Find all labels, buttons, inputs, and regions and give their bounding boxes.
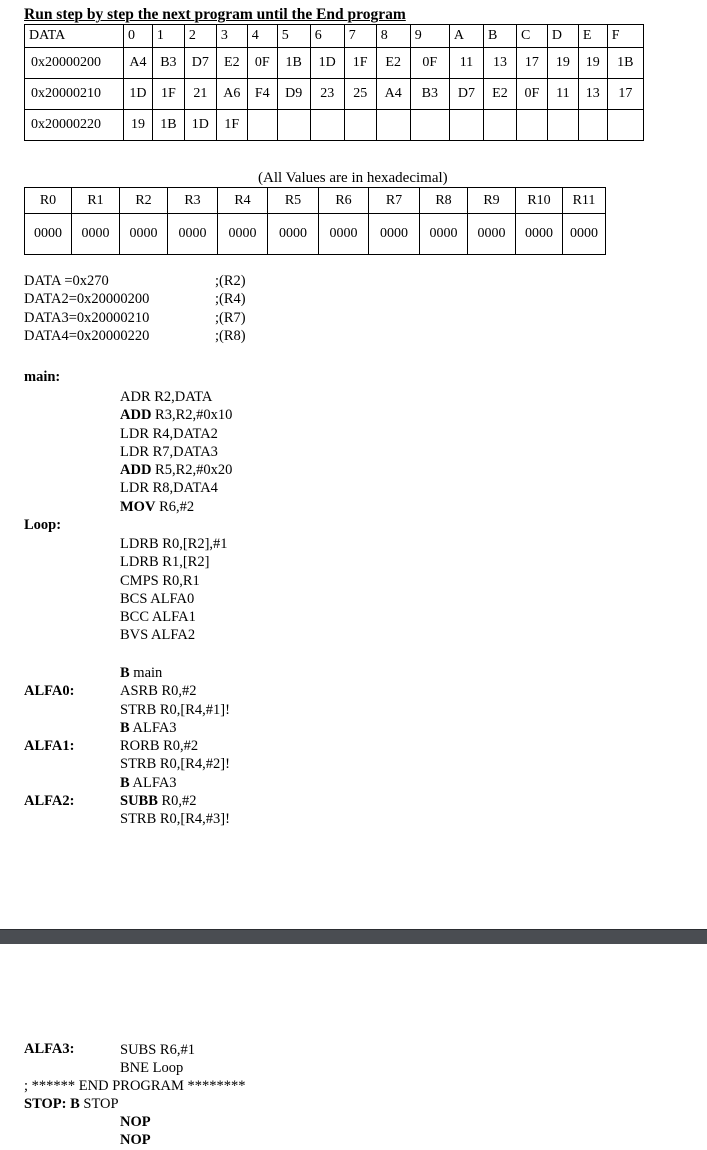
memory-cell: D7 xyxy=(184,48,216,79)
memory-cell: 13 xyxy=(483,48,516,79)
memory-header-cell: 3 xyxy=(216,25,247,48)
label-alfa3: ALFA3: xyxy=(24,1041,75,1057)
memory-cell: A4 xyxy=(124,48,153,79)
register-name: R8 xyxy=(420,188,468,214)
hex-note: (All Values are in hexadecimal) xyxy=(258,170,448,186)
memory-header-row xyxy=(25,25,644,48)
memory-header-cell: B xyxy=(483,25,516,48)
operands: ALFA3 xyxy=(129,774,177,791)
register-value: 0000 xyxy=(516,214,563,255)
operands: LDR R8,DATA4 xyxy=(120,480,218,497)
register-name: R4 xyxy=(218,188,268,214)
memory-cell: 17 xyxy=(607,79,643,110)
code-line xyxy=(120,443,232,461)
operands: STRB R0,[R4,#3]! xyxy=(120,811,230,828)
memory-cell xyxy=(410,110,449,141)
register-value: 0000 xyxy=(420,214,468,255)
memory-cell: 0F xyxy=(247,48,277,79)
operands: BCC ALFA1 xyxy=(120,609,196,626)
memory-cell: 25 xyxy=(344,79,376,110)
label-alfa1: ALFA1: xyxy=(24,738,75,754)
definition-comment: ;(R2) xyxy=(215,273,246,289)
branch-code-block xyxy=(120,664,230,829)
memory-cell: 13 xyxy=(578,79,607,110)
register-name: R1 xyxy=(72,188,120,214)
operands: ALFA3 xyxy=(129,719,177,736)
register-names-row xyxy=(25,188,606,214)
memory-header-cell: DATA xyxy=(25,25,124,48)
operands: RORB R0,#2 xyxy=(120,738,199,755)
memory-cell: 11 xyxy=(547,79,578,110)
operands: LDR R4,DATA2 xyxy=(120,425,218,442)
memory-row xyxy=(25,48,644,79)
code-line xyxy=(120,626,228,644)
memory-cell: 19 xyxy=(578,48,607,79)
memory-cell xyxy=(376,110,410,141)
memory-cell: 23 xyxy=(310,79,344,110)
operands: main xyxy=(129,665,163,681)
code-line xyxy=(120,664,230,682)
memory-header-cell: C xyxy=(516,25,547,48)
memory-cell: B3 xyxy=(410,79,449,110)
operands: CMPS R0,R1 xyxy=(120,572,200,589)
register-value: 0000 xyxy=(218,214,268,255)
code-line xyxy=(120,1059,195,1077)
label-loop: Loop: xyxy=(24,517,62,533)
memory-cell: 1D xyxy=(310,48,344,79)
register-value: 0000 xyxy=(25,214,72,255)
register-name: R6 xyxy=(319,188,369,214)
code-line xyxy=(120,461,232,479)
memory-row xyxy=(25,79,644,110)
register-value: 0000 xyxy=(120,214,168,255)
register-value: 0000 xyxy=(168,214,218,255)
memory-header-cell: A xyxy=(449,25,483,48)
code-line xyxy=(120,608,228,626)
operands: STRB R0,[R4,#2]! xyxy=(120,756,230,773)
opcode: ADD xyxy=(120,407,152,424)
register-value: 0000 xyxy=(268,214,319,255)
memory-header-cell: 6 xyxy=(310,25,344,48)
code-line xyxy=(120,792,230,810)
definition-comment: ;(R7) xyxy=(215,309,246,326)
operands: BCS ALFA0 xyxy=(120,590,195,607)
memory-header-cell: 5 xyxy=(277,25,310,48)
operands: R5,R2,#0x20 xyxy=(151,462,233,479)
memory-cell xyxy=(310,110,344,141)
data-definition: DATA =0x270 xyxy=(24,273,109,289)
opcode: B xyxy=(120,665,130,681)
memory-address: 0x20000220 xyxy=(25,110,124,141)
code-line xyxy=(120,810,230,828)
code-line xyxy=(120,737,230,755)
code-line xyxy=(120,479,232,497)
code-line xyxy=(120,425,232,443)
operands: SUBS R6,#1 xyxy=(120,1042,195,1058)
memory-cell: 17 xyxy=(516,48,547,79)
memory-header-cell: F xyxy=(607,25,643,48)
memory-cell xyxy=(277,110,310,141)
opcode: B xyxy=(120,719,130,736)
memory-header-cell: 7 xyxy=(344,25,376,48)
memory-cell: 1D xyxy=(184,110,216,141)
label-alfa2: ALFA2: xyxy=(24,793,75,809)
code-line xyxy=(120,1041,195,1059)
register-value: 0000 xyxy=(563,214,606,255)
memory-cell: E2 xyxy=(483,79,516,110)
memory-cell xyxy=(344,110,376,141)
memory-address: 0x20000210 xyxy=(25,79,124,110)
memory-cell: 1B xyxy=(607,48,643,79)
register-value: 0000 xyxy=(468,214,516,255)
memory-header-cell: 0 xyxy=(124,25,153,48)
memory-cell: A6 xyxy=(216,79,247,110)
memory-cell xyxy=(483,110,516,141)
code-line xyxy=(120,572,228,590)
code-line xyxy=(120,498,232,516)
memory-cell: 1B xyxy=(277,48,310,79)
register-value: 0000 xyxy=(369,214,420,255)
operands: LDRB R0,[R2],#1 xyxy=(120,536,228,552)
memory-cell xyxy=(449,110,483,141)
memory-address: 0x20000200 xyxy=(25,48,124,79)
operands: STOP xyxy=(79,1096,119,1112)
register-value: 0000 xyxy=(72,214,120,255)
code-line xyxy=(120,774,230,792)
code-line xyxy=(120,701,230,719)
memory-cell: A4 xyxy=(376,79,410,110)
page-break-bar xyxy=(0,929,707,944)
operands: LDRB R1,[R2] xyxy=(120,554,210,571)
definition-comment: ;(R4) xyxy=(215,291,246,308)
loop-code-block xyxy=(120,535,228,645)
memory-cell: 21 xyxy=(184,79,216,110)
code-line xyxy=(120,388,232,406)
memory-cell: 1F xyxy=(216,110,247,141)
memory-cell: 19 xyxy=(124,110,153,141)
memory-cell: B3 xyxy=(152,48,184,79)
memory-cell: E2 xyxy=(216,48,247,79)
code-line xyxy=(120,406,232,424)
definition-comment: ;(R8) xyxy=(215,327,246,344)
memory-cell: 19 xyxy=(547,48,578,79)
code-line xyxy=(120,590,228,608)
nop-block xyxy=(120,1113,151,1150)
register-name: R0 xyxy=(25,188,72,214)
operands: R0,#2 xyxy=(157,793,197,810)
register-table xyxy=(24,187,606,255)
memory-header-cell: 9 xyxy=(410,25,449,48)
memory-cell: 0F xyxy=(516,79,547,110)
main-code-block xyxy=(120,388,232,516)
opcode: SUBB xyxy=(120,793,158,810)
opcode: MOV xyxy=(120,498,156,515)
memory-cell: 1F xyxy=(152,79,184,110)
register-name: R11 xyxy=(563,188,606,214)
memory-cell: E2 xyxy=(376,48,410,79)
data-definitions xyxy=(24,272,149,345)
code-line xyxy=(120,755,230,773)
operands: ASRB R0,#2 xyxy=(120,683,197,700)
data-definition: DATA2=0x20000200 xyxy=(24,291,150,308)
operands: STRB R0,[R4,#1]! xyxy=(120,701,230,718)
memory-cell: F4 xyxy=(247,79,277,110)
memory-row xyxy=(25,110,644,141)
opcode: B xyxy=(70,1096,80,1112)
memory-table xyxy=(24,24,644,141)
register-name: R5 xyxy=(268,188,319,214)
memory-header-cell: 1 xyxy=(152,25,184,48)
nop-instruction: NOP xyxy=(120,1132,151,1149)
memory-cell: 0F xyxy=(410,48,449,79)
operands: R6,#2 xyxy=(155,498,195,515)
register-value: 0000 xyxy=(319,214,369,255)
label-alfa0: ALFA0: xyxy=(24,683,75,699)
end-program-comment: ; ****** END PROGRAM ******** xyxy=(24,1078,246,1094)
register-values-row xyxy=(25,214,606,255)
page-title: Run step by step the next program until the End program xyxy=(24,6,406,23)
register-name: R7 xyxy=(369,188,420,214)
memory-cell: 1F xyxy=(344,48,376,79)
memory-cell xyxy=(607,110,643,141)
memory-header-cell: 8 xyxy=(376,25,410,48)
memory-header-cell: E xyxy=(578,25,607,48)
code-line xyxy=(120,719,230,737)
opcode: ADD xyxy=(120,462,152,479)
operands: ADR R2,DATA xyxy=(120,389,213,405)
data-definition: DATA3=0x20000210 xyxy=(24,309,150,326)
memory-cell xyxy=(247,110,277,141)
operands: R3,R2,#0x10 xyxy=(151,407,233,424)
operands: LDR R7,DATA3 xyxy=(120,443,218,460)
memory-header-cell: 4 xyxy=(247,25,277,48)
label-stop: STOP: xyxy=(24,1096,67,1112)
stop-line xyxy=(24,1095,119,1113)
memory-cell: 11 xyxy=(449,48,483,79)
opcode: B xyxy=(120,774,130,791)
memory-cell xyxy=(578,110,607,141)
register-name: R10 xyxy=(516,188,563,214)
memory-cell xyxy=(547,110,578,141)
register-name: R2 xyxy=(120,188,168,214)
memory-cell: 1D xyxy=(124,79,153,110)
label-main: main: xyxy=(24,369,61,385)
memory-cell: D7 xyxy=(449,79,483,110)
memory-cell xyxy=(516,110,547,141)
code-line xyxy=(120,553,228,571)
memory-cell: 1B xyxy=(152,110,184,141)
data-definition: DATA4=0x20000220 xyxy=(24,327,150,344)
register-name: R9 xyxy=(468,188,516,214)
alfa3-code-block xyxy=(120,1041,195,1078)
operands: BVS ALFA2 xyxy=(120,627,196,644)
operands: BNE Loop xyxy=(120,1060,184,1077)
code-line xyxy=(120,535,228,553)
data-definition-comments xyxy=(215,272,246,345)
nop-instruction: NOP xyxy=(120,1114,151,1130)
code-line xyxy=(120,682,230,700)
memory-header-cell: 2 xyxy=(184,25,216,48)
memory-cell: D9 xyxy=(277,79,310,110)
memory-header-cell: D xyxy=(547,25,578,48)
register-name: R3 xyxy=(168,188,218,214)
